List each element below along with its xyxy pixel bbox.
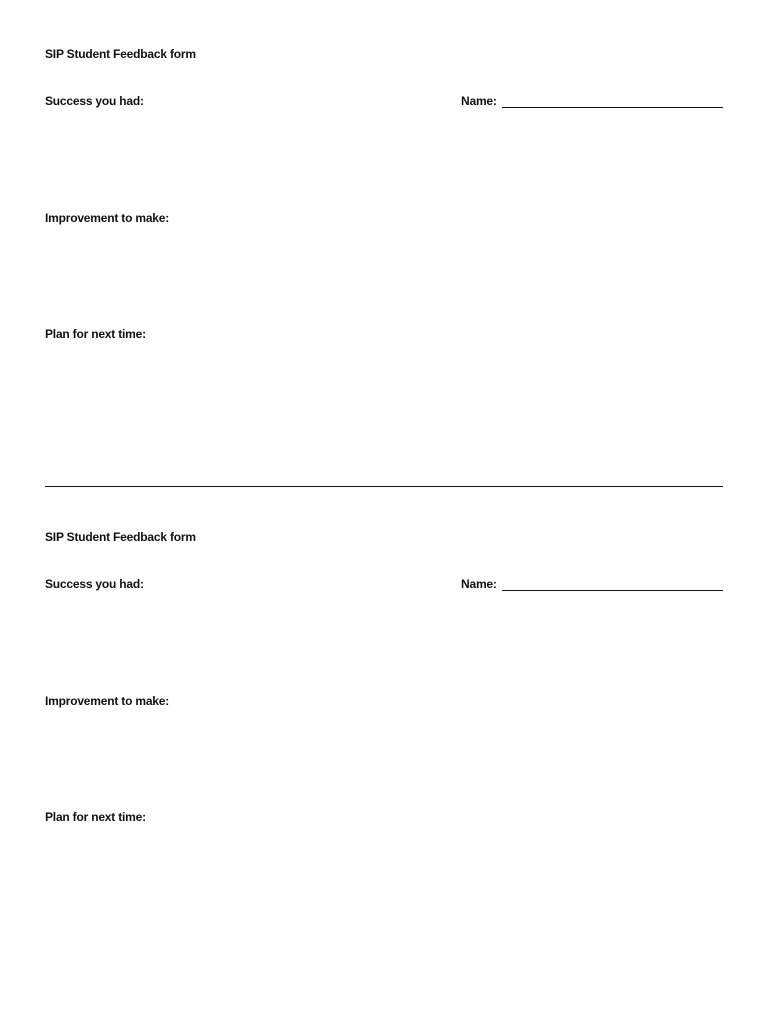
improvement-label: Improvement to make: [45, 211, 170, 225]
feedback-form-1 [0, 0, 768, 480]
name-label: Name: [461, 577, 497, 591]
feedback-form-2 [0, 483, 768, 963]
name-blank-line[interactable] [502, 107, 723, 108]
form-title: SIP Student Feedback form [45, 530, 196, 544]
success-label: Success you had: [45, 577, 144, 591]
name-blank-line[interactable] [502, 590, 723, 591]
plan-label: Plan for next time: [45, 327, 146, 341]
name-label: Name: [461, 94, 497, 108]
improvement-label: Improvement to make: [45, 694, 170, 708]
plan-label: Plan for next time: [45, 810, 146, 824]
form-title: SIP Student Feedback form [45, 47, 196, 61]
success-label: Success you had: [45, 94, 144, 108]
name-field[interactable] [461, 94, 723, 110]
name-field[interactable] [461, 577, 723, 593]
